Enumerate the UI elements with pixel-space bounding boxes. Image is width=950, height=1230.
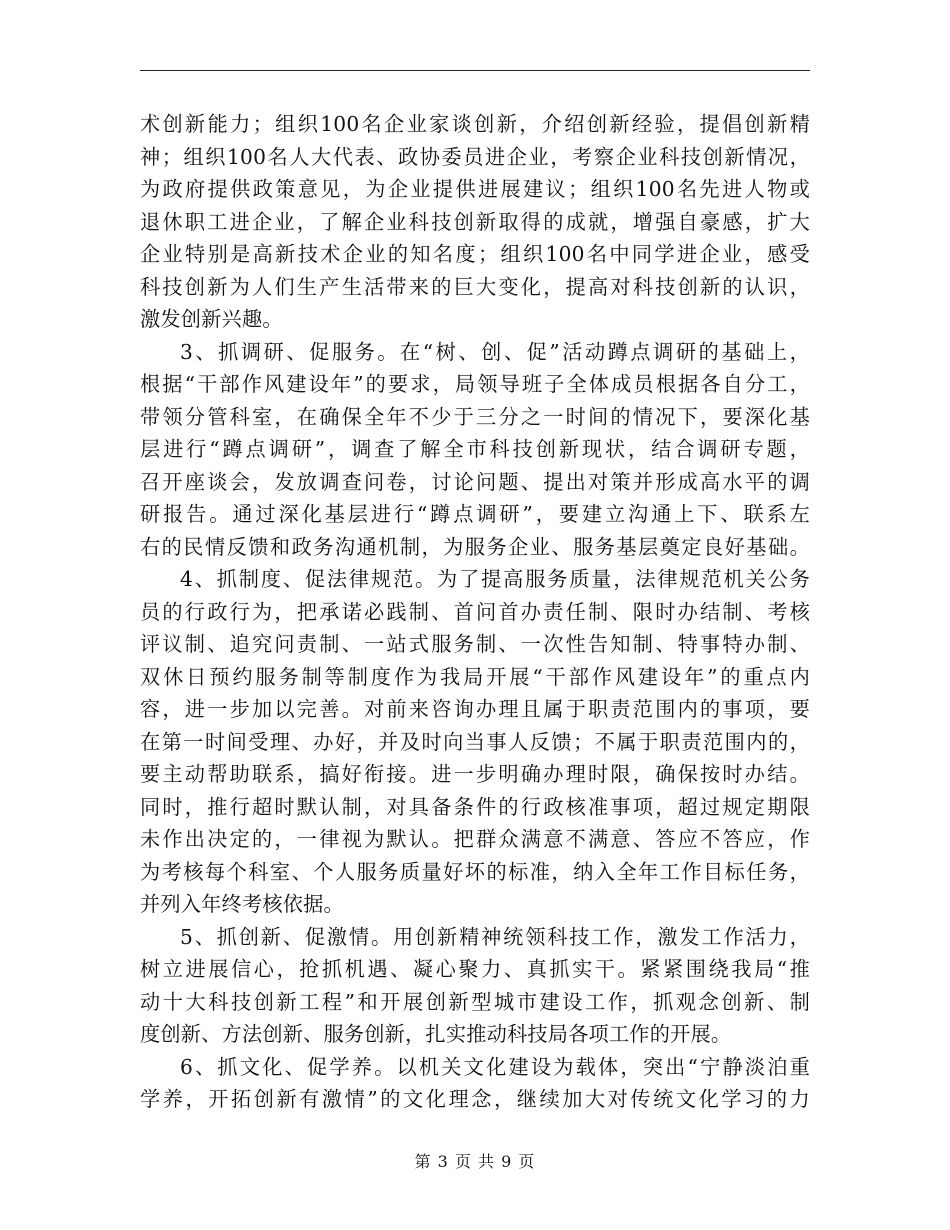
text-line: 容，进一步加以完善。对前来咨询办理且属于职责范围内的事项，要: [140, 697, 810, 721]
paragraph-5-start: 5、抓创新、促激情。用创新精神统领科技工作，激发工作活力，: [180, 924, 810, 949]
text-line: 同时，推行超时默认制，对具备条件的行政核准事项，超过规定期限: [140, 794, 810, 819]
text-line: 企业特别是高新技术企业的知名度；组织100名中同学进企业，感受: [140, 242, 810, 266]
text-line: 召开座谈会，发放调查问卷，讨论问题、提出对策并形成高水平的调: [140, 469, 810, 494]
paragraph-6-start: 6、抓文化、促学养。以机关文化建设为载体，突出“宁静淡泊重: [180, 1054, 810, 1079]
text-line: 树立进展信心，抢抓机遇、凝心聚力、真抓实干。紧紧围绕我局“推: [140, 957, 810, 981]
text-line: 科技创新为人们生产生活带来的巨大变化，提高对科技创新的认识，: [140, 274, 810, 299]
text-line: 为考核每个科室、个人服务质量好坏的标准，纳入全年工作目标任务，: [140, 859, 810, 884]
text-line: 带领分管科室，在确保全年不少于三分之一时间的情况下，要深化基: [140, 404, 810, 429]
text-line: 员的行政行为，把承诺必践制、首问首办责任制、限时办结制、考核: [140, 599, 810, 624]
paragraph-3-start: 3、抓调研、促服务。在“树、创、促”活动蹲点调研的基础上，: [180, 339, 810, 364]
text-line: 未作出决定的，一律视为默认。把群众满意不满意、答应不答应，作: [140, 827, 810, 851]
text-line: 并列入年终考核依据。: [140, 892, 344, 916]
text-line: 度创新、方法创新、服务创新，扎实推动科技局各项工作的开展。: [140, 1022, 732, 1046]
paragraph-4-start: 4、抓制度、促法律规范。为了提高服务质量，法律规范机关公务: [180, 567, 810, 591]
text-line: 在第一时间受理、办好，并及时向当事人反馈；不属于职责范围内的，: [140, 729, 810, 754]
text-line: 退休职工进企业，了解企业科技创新取得的成就，增强自豪感，扩大: [140, 209, 810, 234]
page-number-footer: 第 3 页 共 9 页: [414, 1152, 536, 1171]
text-line: 研报告。通过深化基层进行“蹲点调研”，要建立沟通上下、联系左: [140, 502, 810, 526]
text-line: 神；组织100名人大代表、政协委员进企业，考察企业科技创新情况，: [140, 144, 810, 169]
text-line: 要主动帮助联系，搞好衔接。进一步明确办理时限，确保按时办结。: [140, 762, 810, 786]
text-line: 双休日预约服务制等制度作为我局开展“干部作风建设年”的重点内: [140, 664, 810, 689]
body-text: [140, 108, 810, 1116]
text-line: 学养，开拓创新有激情”的文化理念，继续加大对传统文化学习的力: [140, 1087, 810, 1111]
text-line: 术创新能力；组织100名企业家谈创新，介绍创新经验，提倡创新精: [140, 112, 810, 136]
text-line: 评议制、追究问责制、一站式服务制、一次性告知制、特事特办制、: [140, 632, 810, 656]
header-rule: [140, 70, 810, 71]
text-line: 为政府提供政策意见，为企业提供进展建议；组织100名先进人物或: [140, 177, 810, 201]
text-line: 动十大科技创新工程”和开展创新型城市建设工作，抓观念创新、制: [140, 989, 810, 1014]
text-line: 层进行“蹲点调研”，调查了解全市科技创新现状，结合调研专题，: [140, 437, 810, 461]
text-line: 右的民情反馈和政务沟通机制，为服务企业、服务基层奠定良好基础。: [140, 534, 810, 559]
text-line: 激发创新兴趣。: [140, 307, 283, 331]
text-line: 根据“干部作风建设年”的要求，局领导班子全体成员根据各自分工，: [140, 372, 810, 396]
